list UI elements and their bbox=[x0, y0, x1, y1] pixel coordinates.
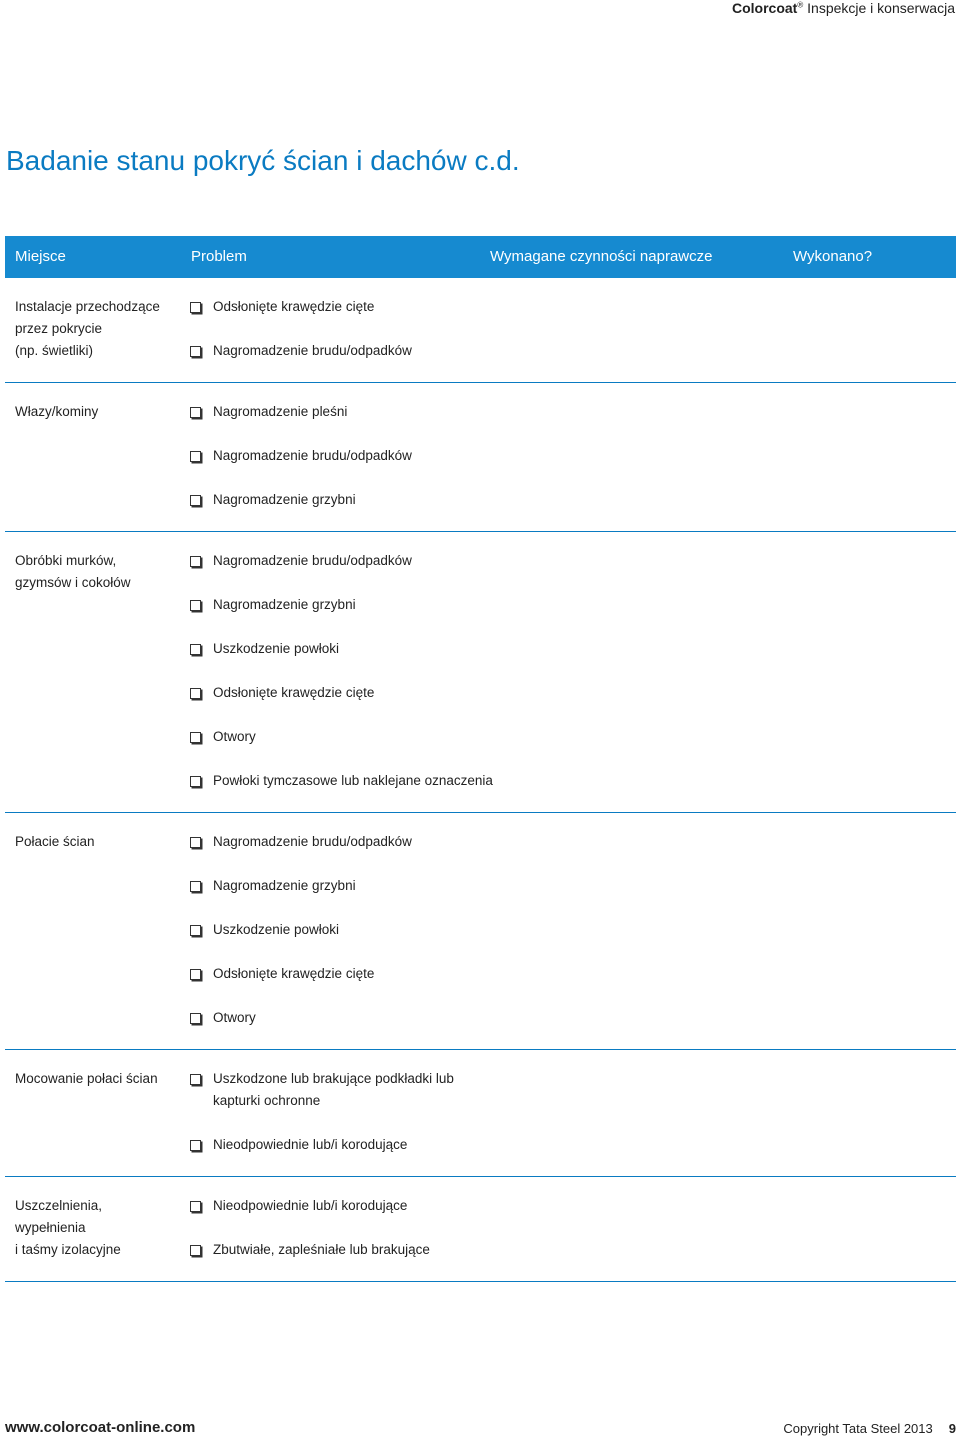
checkbox-icon[interactable] bbox=[190, 1013, 201, 1024]
section-place-label: Mocowanie połaci ścian bbox=[15, 1071, 158, 1086]
section-place-label: Włazy/kominy bbox=[15, 404, 99, 419]
column-header-done: Wykonano? bbox=[793, 248, 873, 265]
header-subtitle: Inspekcje i konserwacja bbox=[807, 0, 955, 16]
checkbox-icon[interactable] bbox=[190, 302, 201, 313]
brand-name: Colorcoat bbox=[732, 0, 798, 16]
section-place-label: Połacie ścian bbox=[15, 834, 95, 849]
table-section bbox=[5, 532, 956, 813]
checkbox-icon[interactable] bbox=[190, 881, 201, 892]
problem-item bbox=[190, 770, 956, 792]
section-place-label: Uszczelnienia, wypełnienia i taśmy izolacyjne bbox=[15, 1198, 121, 1257]
checkbox-icon[interactable] bbox=[190, 925, 201, 936]
checkbox-icon[interactable] bbox=[190, 1074, 201, 1085]
column-header-repair: Wymagane czynności naprawcze bbox=[490, 248, 713, 265]
footer-copyright: Copyright Tata Steel 2013 bbox=[783, 1421, 933, 1436]
problem-item bbox=[190, 963, 956, 985]
problem-item bbox=[190, 1239, 956, 1261]
problem-item bbox=[190, 1068, 956, 1112]
problem-item bbox=[190, 550, 956, 572]
problem-label: Nagromadzenie grzybni bbox=[213, 597, 356, 612]
problem-item bbox=[190, 831, 956, 853]
checkbox-icon[interactable] bbox=[190, 1245, 201, 1256]
problem-label: Otwory bbox=[213, 1010, 256, 1025]
table-section bbox=[5, 278, 956, 383]
registered-mark: ® bbox=[797, 0, 804, 10]
problem-item bbox=[190, 401, 956, 423]
problem-label: Otwory bbox=[213, 729, 256, 744]
problem-item bbox=[190, 1007, 956, 1029]
problem-label: Nagromadzenie grzybni bbox=[213, 492, 356, 507]
problem-list bbox=[190, 383, 956, 531]
problem-item bbox=[190, 1134, 956, 1156]
table-header bbox=[5, 236, 956, 278]
table-section bbox=[5, 1177, 956, 1282]
checkbox-icon[interactable] bbox=[190, 837, 201, 848]
problem-list bbox=[190, 813, 956, 1049]
problem-label: Uszkodzone lub brakujące podkładki lub kapturki ochronne bbox=[213, 1071, 454, 1108]
checkbox-icon[interactable] bbox=[190, 732, 201, 743]
problem-label: Zbutwiałe, zapleśniałe lub brakujące bbox=[213, 1242, 430, 1257]
problem-item bbox=[190, 445, 956, 467]
problem-label: Nieodpowiednie lub/i korodujące bbox=[213, 1198, 408, 1213]
problem-label: Powłoki tymczasowe lub naklejane oznaczenia bbox=[213, 773, 493, 788]
checkbox-icon[interactable] bbox=[190, 600, 201, 611]
section-place-label: Obróbki murków, gzymsów i cokołów bbox=[15, 553, 131, 590]
problem-label: Nagromadzenie brudu/odpadków bbox=[213, 343, 412, 358]
problem-label: Nieodpowiednie lub/i korodujące bbox=[213, 1137, 408, 1152]
checkbox-icon[interactable] bbox=[190, 451, 201, 462]
problem-label: Nagromadzenie brudu/odpadków bbox=[213, 553, 412, 568]
problem-list bbox=[190, 1177, 956, 1281]
inspection-table-body bbox=[5, 278, 956, 1282]
problem-item bbox=[190, 638, 956, 660]
checkbox-icon[interactable] bbox=[190, 1140, 201, 1151]
page-title: Badanie stanu pokryć ścian i dachów c.d. bbox=[6, 145, 520, 176]
problem-label: Nagromadzenie grzybni bbox=[213, 878, 356, 893]
problem-item bbox=[190, 875, 956, 897]
problem-label: Uszkodzenie powłoki bbox=[213, 641, 340, 656]
problem-item bbox=[190, 1195, 956, 1217]
footer-right bbox=[783, 1421, 956, 1436]
problem-label: Nagromadzenie brudu/odpadków bbox=[213, 834, 412, 849]
problem-item bbox=[190, 594, 956, 616]
problem-item bbox=[190, 726, 956, 748]
problem-item bbox=[190, 340, 956, 362]
footer-website[interactable]: www.colorcoat-online.com bbox=[5, 1419, 196, 1436]
problem-item bbox=[190, 296, 956, 318]
problem-label: Uszkodzenie powłoki bbox=[213, 922, 340, 937]
section-place-label: Instalacje przechodzące przez pokrycie (np. świetliki) bbox=[15, 299, 160, 358]
checkbox-icon[interactable] bbox=[190, 688, 201, 699]
column-header-problem: Problem bbox=[191, 248, 247, 265]
checkbox-icon[interactable] bbox=[190, 346, 201, 357]
table-section bbox=[5, 1050, 956, 1177]
table-section bbox=[5, 383, 956, 532]
problem-list bbox=[190, 278, 956, 382]
problem-label: Odsłonięte krawędzie cięte bbox=[213, 966, 375, 981]
document-header bbox=[732, 0, 955, 16]
problem-item bbox=[190, 919, 956, 941]
checkbox-icon[interactable] bbox=[190, 776, 201, 787]
checkbox-icon[interactable] bbox=[190, 407, 201, 418]
checkbox-icon[interactable] bbox=[190, 556, 201, 567]
page-number: 9 bbox=[948, 1421, 956, 1436]
checkbox-icon[interactable] bbox=[190, 1201, 201, 1212]
checkbox-icon[interactable] bbox=[190, 644, 201, 655]
problem-item bbox=[190, 489, 956, 511]
problem-label: Nagromadzenie pleśni bbox=[213, 404, 348, 419]
problem-item bbox=[190, 682, 956, 704]
problem-list bbox=[190, 532, 956, 812]
table-section bbox=[5, 813, 956, 1050]
problem-label: Odsłonięte krawędzie cięte bbox=[213, 299, 375, 314]
checkbox-icon[interactable] bbox=[190, 495, 201, 506]
checkbox-icon[interactable] bbox=[190, 969, 201, 980]
problem-list bbox=[190, 1050, 956, 1176]
problem-label: Odsłonięte krawędzie cięte bbox=[213, 685, 375, 700]
problem-label: Nagromadzenie brudu/odpadków bbox=[213, 448, 412, 463]
column-header-place: Miejsce bbox=[15, 248, 66, 265]
